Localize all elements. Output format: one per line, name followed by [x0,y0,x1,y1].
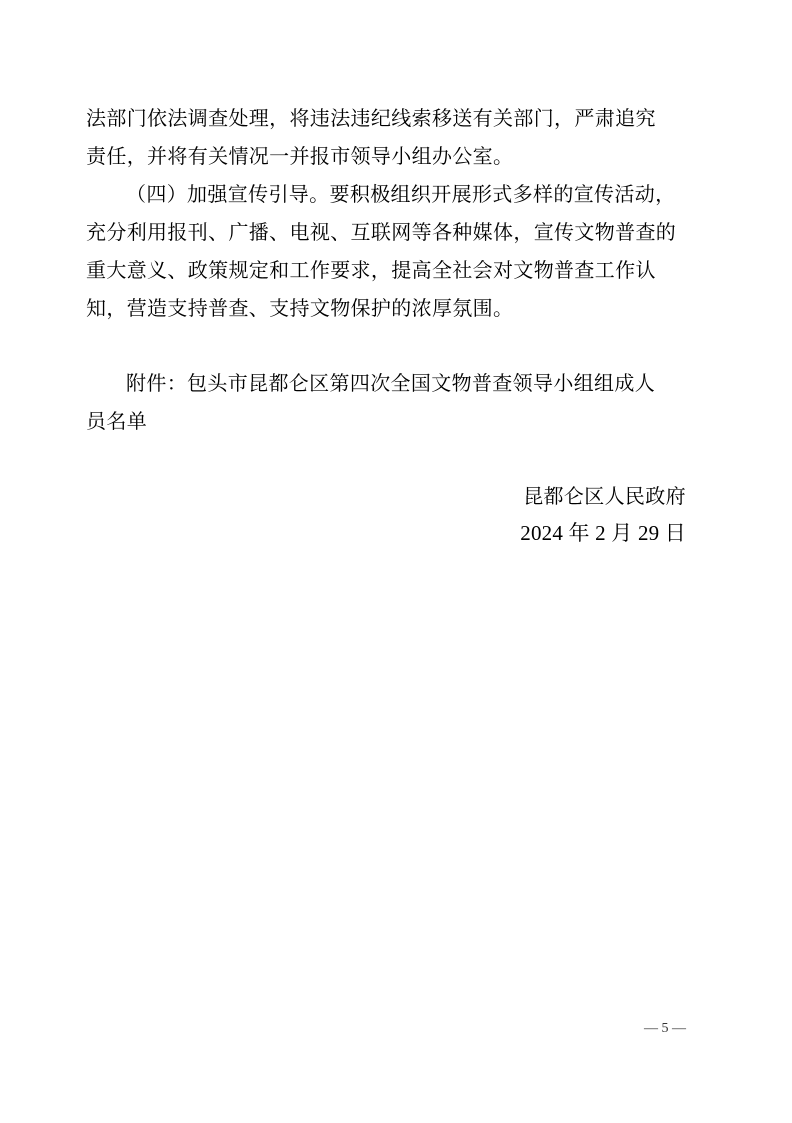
page-number: — 5 — [644,1021,686,1036]
body-text-line: 责任，并将有关情况一并报市领导小组办公室。 [86,144,514,168]
body-text-line: 充分利用报刊、广播、电视、互联网等各种媒体，宣传文物普查的 [86,220,677,244]
attachment-line-continuation: 员名单 [86,409,148,433]
issue-date: 2024 年 2 月 29 日 [520,521,686,545]
body-text-line: 知，营造支持普查、支持文物保护的浓厚氛围。 [86,296,514,320]
body-text-line: 法部门依法调查处理，将违法违纪线索移送有关部门，严肃追究 [86,106,656,130]
body-text-line: 重大意义、政策规定和工作要求，提高全社会对文物普查工作认 [86,258,656,282]
attachment-line: 附件：包头市昆都仑区第四次全国文物普查领导小组组成人 [126,371,656,395]
issuing-authority: 昆都仑区人民政府 [523,484,686,508]
section-four-heading-line: （四）加强宣传引导。要积极组织开展形式多样的宣传活动， [126,182,676,206]
